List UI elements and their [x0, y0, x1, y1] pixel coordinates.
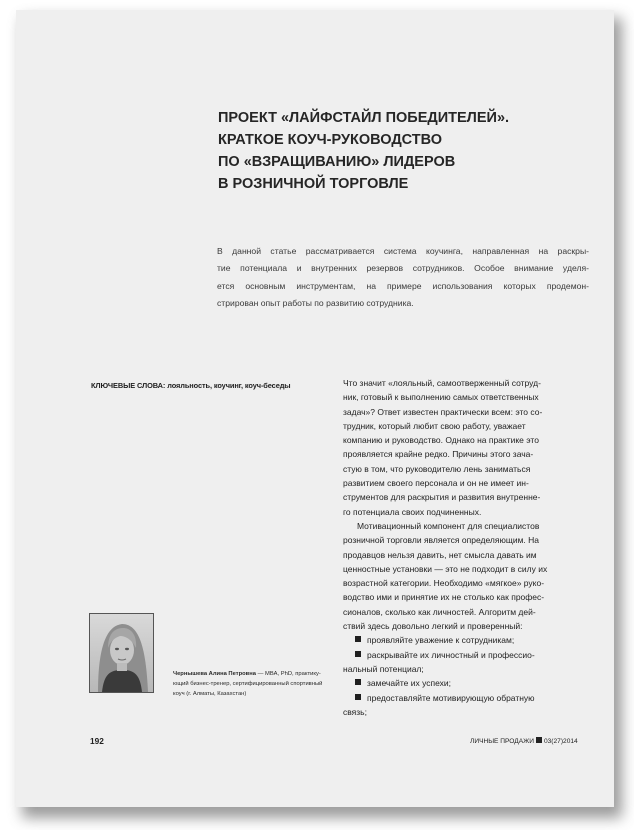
body-line: Что значит «лояльный, самоотверженный сотруд- — [343, 378, 541, 388]
body-line: сионалов, сколько как личностей. Алгоритм дей- — [343, 606, 536, 617]
abstract-line: В данной статье рассматривается система коучинга, направленная на раскры- — [217, 246, 589, 256]
bullet-text: замечайте их успехи; — [367, 678, 451, 689]
bullet-text: раскрывайте их личностный и профессио- — [367, 649, 535, 660]
square-bullet-icon — [355, 636, 361, 642]
keywords-list: лояльность, коучинг, коуч-беседы — [167, 381, 291, 390]
page-number: 192 — [90, 736, 104, 746]
author-credentials: — MBA, PhD, практику- — [255, 671, 321, 677]
title-line: В РОЗНИЧНОЙ ТОРГОВЛЕ — [218, 176, 409, 192]
bullet-text: предоставляйте мотивирующую обратную — [367, 692, 535, 703]
title-line: КРАТКОЕ КОУЧ-РУКОВОДСТВО — [218, 132, 442, 148]
body-line: компанию и руководство. Однако на практике это — [343, 435, 539, 446]
bullet-continuation: нальный потенциал; — [343, 663, 424, 674]
keywords — [91, 381, 291, 390]
square-bullet-icon — [355, 694, 361, 700]
body-line: проявляется крайне редко. Причины этого зача- — [343, 449, 534, 460]
abstract-line: стрирован опыт работы по развитию сотрудника. — [217, 298, 414, 309]
journal-issue: 03(27)2014 — [543, 738, 578, 745]
abstract-line: тие потенциала и внутренних резервов сотрудников. Особое внимание уделя- — [217, 263, 589, 274]
body-line: стую в том, что руководителю лень заниматься — [343, 463, 531, 474]
body-line: трудник, который любит свою работу, уважает — [343, 420, 526, 431]
article-title — [218, 107, 578, 195]
body-line: Мотивационный компонент для специалистов — [357, 520, 540, 531]
author-name: Чернышева Алина Петровна — [173, 671, 256, 677]
author-portrait-image — [90, 614, 153, 692]
body-line: розничной торговли является определяющим. На — [343, 535, 539, 546]
title-line: ПРОЕКТ «ЛАЙФСТАЙЛ ПОБЕДИТЕЛЕЙ». — [218, 110, 510, 126]
body-line: ник, готовый к выполнению самых ответственных — [343, 392, 539, 403]
bullet-continuation: связь; — [343, 706, 367, 717]
body-line: ценностные установки — это не подходит в силу их — [343, 563, 548, 574]
bullet-item — [343, 633, 588, 647]
journal-footer — [470, 737, 578, 745]
journal-name: ЛИЧНЫЕ ПРОДАЖИ — [470, 738, 534, 745]
bullet-text: проявляйте уважение к сотрудникам; — [367, 635, 515, 646]
body-line: возрастной категории. Необходимо «мягкое» руко- — [343, 578, 545, 589]
body-line: задач»? Ответ известен практически всем: это со- — [343, 406, 543, 417]
body-line: ствий здесь довольно легкий и проверенный: — [343, 621, 523, 632]
caption-line: ющий бизнес-тренер, сертифицированный спортивный — [173, 681, 323, 687]
body-line: струментов для раскрытия и развития внутренне- — [343, 492, 541, 503]
abstract-line: ется основным инструментам, на примере использования которых продемон- — [217, 280, 589, 291]
title-line: ПО «ВЗРАЩИВАНИЮ» ЛИДЕРОВ — [218, 154, 456, 170]
bullet-item — [343, 691, 588, 705]
square-bullet-icon — [355, 651, 361, 657]
magazine-page — [16, 10, 614, 807]
bullet-item — [343, 648, 588, 662]
author-photo — [89, 613, 154, 693]
caption-line: коуч (г. Алматы, Казахстан) — [173, 691, 247, 697]
article-abstract — [217, 243, 589, 313]
body-line: водство ими и принятие их не столько как профес- — [343, 592, 545, 603]
article-body — [343, 376, 588, 719]
square-bullet-icon — [355, 679, 361, 685]
bullet-item — [343, 676, 588, 690]
keywords-label: КЛЮЧЕВЫЕ СЛОВА: — [91, 381, 166, 390]
author-caption — [173, 669, 343, 699]
body-line: го потенциала своих подчиненных. — [343, 506, 482, 517]
body-line: продавцов нельзя давить, нет смысла давать им — [343, 549, 537, 560]
caption-line — [173, 669, 343, 679]
square-separator-icon — [536, 737, 542, 743]
body-line: развитием своего персонала и он не имеет ин- — [343, 478, 529, 489]
